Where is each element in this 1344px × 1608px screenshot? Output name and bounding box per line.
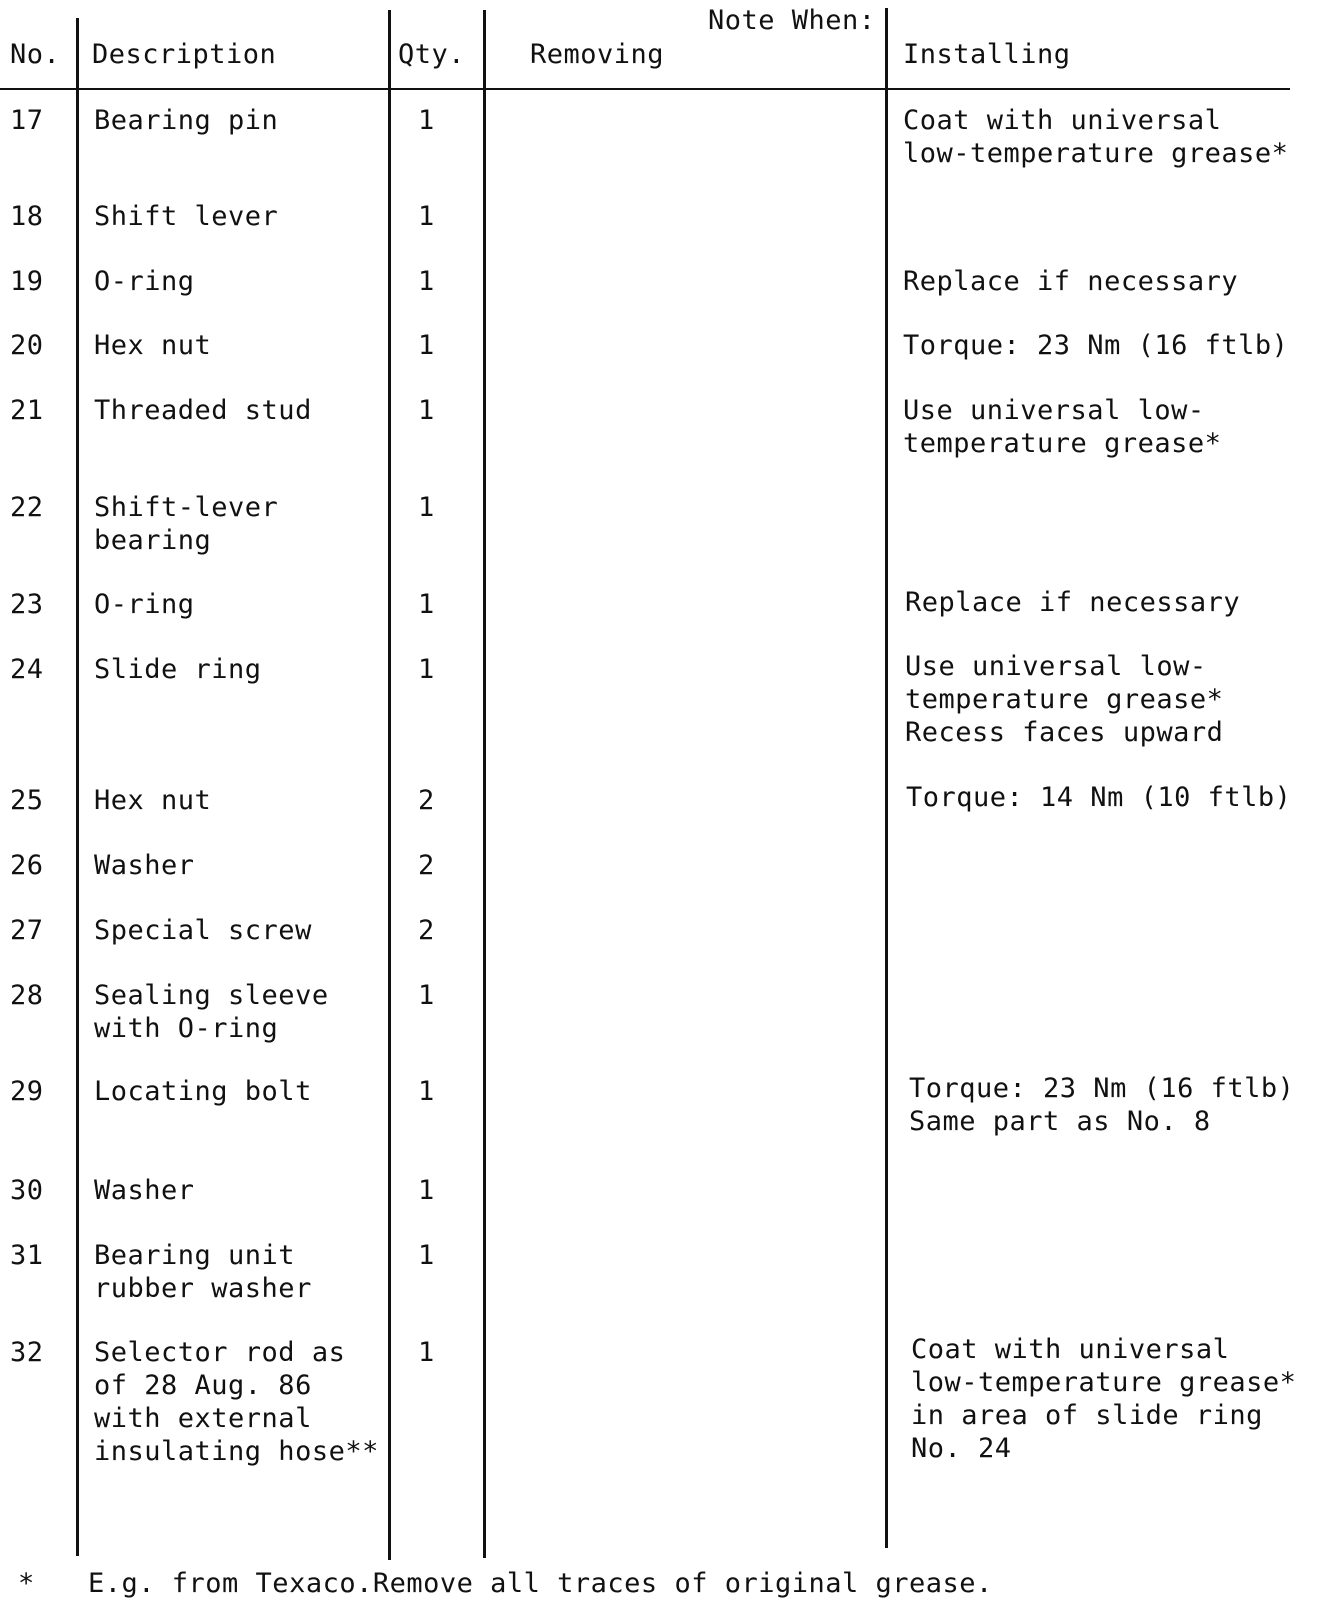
row-no: 20 [10,330,44,361]
row-qty: 1 [418,201,435,232]
row-qty: 1 [418,395,435,426]
row-no: 30 [10,1175,44,1206]
row-description: Selector rod as of 28 Aug. 86 with external insulating hose** [94,1337,379,1467]
row-description: Special screw [94,915,312,946]
row-description: Shift-lever bearing [94,492,279,556]
row-qty: 1 [418,654,435,685]
row-no: 26 [10,850,44,881]
rule-qty-removing [483,10,486,1558]
row-no: 31 [10,1240,44,1271]
row-installing: Torque: 23 Nm (16 ftlb) Same part as No. 8 [909,1073,1295,1137]
row-qty: 1 [418,589,435,620]
rule-removing-installing [885,8,888,1548]
rule-no-desc [76,18,79,1556]
row-installing: Torque: 14 Nm (10 ftlb) [906,782,1292,813]
row-description: Hex nut [94,785,212,816]
row-qty: 1 [418,1337,435,1368]
row-description: O-ring [94,589,195,620]
footnote-text: E.g. from Texaco.Remove all traces of original grease. [88,1568,993,1599]
row-description: Slide ring [94,654,262,685]
row-qty: 1 [418,1175,435,1206]
row-qty: 1 [418,492,435,523]
row-no: 29 [10,1076,44,1107]
row-no: 27 [10,915,44,946]
row-description: O-ring [94,266,195,297]
row-installing: Torque: 23 Nm (16 ftlb) [903,330,1289,361]
row-installing: Use universal low- temperature grease* [903,395,1222,459]
row-description: Threaded stud [94,395,312,426]
row-no: 25 [10,785,44,816]
row-installing: Replace if necessary [903,266,1239,297]
row-description: Washer [94,850,195,881]
row-no: 22 [10,492,44,523]
row-description: Bearing pin [94,105,279,136]
row-qty: 1 [418,266,435,297]
header-installing: Installing [903,39,1071,70]
row-no: 32 [10,1337,44,1368]
row-description: Locating bolt [94,1076,312,1107]
row-qty: 1 [418,1076,435,1107]
row-qty: 2 [418,850,435,881]
row-qty: 1 [418,330,435,361]
row-installing: Use universal low- temperature grease* Recess faces upward [905,651,1224,748]
header-qty: Qty. [398,39,466,70]
header-description: Description [92,39,277,70]
header-note-when: Note When: [708,5,876,36]
row-installing: Coat with universal low-temperature grease* [903,105,1289,169]
row-no: 23 [10,589,44,620]
footnote [18,1567,993,1600]
row-qty: 2 [418,785,435,816]
header-removing: Removing [530,39,665,70]
row-no: 17 [10,105,44,136]
row-installing: Replace if necessary [905,587,1241,618]
rule-desc-qty [388,10,391,1560]
row-no: 28 [10,980,44,1011]
row-no: 21 [10,395,44,426]
row-description: Bearing unit rubber washer [94,1240,312,1304]
row-qty: 1 [418,980,435,1011]
row-qty: 1 [418,1240,435,1271]
footnote-marker: * [18,1568,35,1599]
row-description: Shift lever [94,201,279,232]
row-installing: Coat with universal low-temperature grease* in area of slide ring No. 24 [911,1334,1297,1464]
row-description: Sealing sleeve with O-ring [94,980,329,1044]
row-no: 24 [10,654,44,685]
row-no: 18 [10,201,44,232]
header-no: No. [10,39,61,70]
row-qty: 1 [418,105,435,136]
row-qty: 2 [418,915,435,946]
row-description: Hex nut [94,330,212,361]
row-description: Washer [94,1175,195,1206]
row-no: 19 [10,266,44,297]
header-underline [0,88,1290,90]
